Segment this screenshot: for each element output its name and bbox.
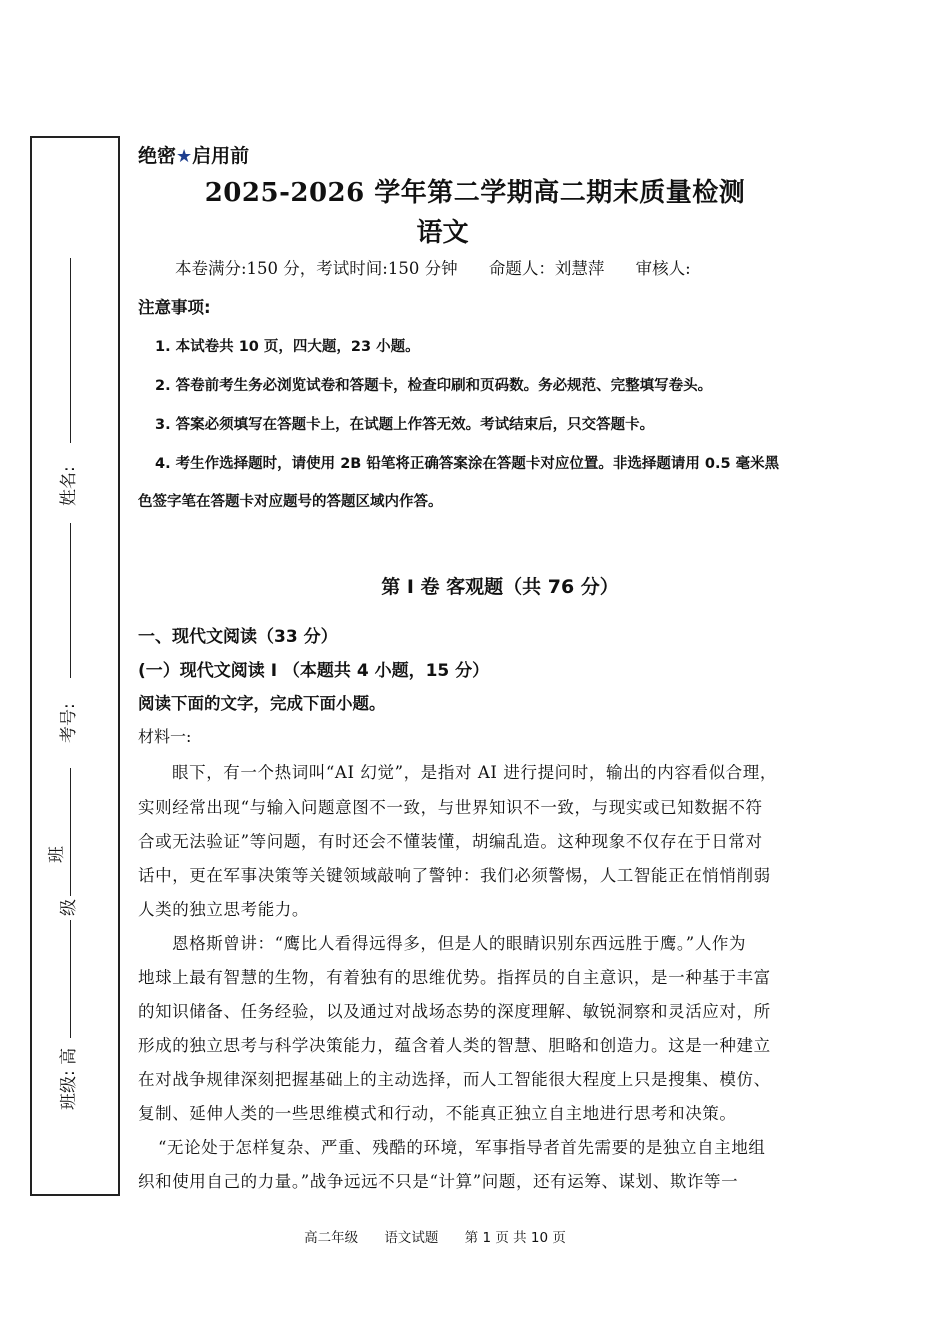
passage-line: 实则经常出现“与输入问题意图不一致，与世界知识不一致，与现实或已知数据不符	[138, 798, 763, 817]
meta-reviewer: 审核人:	[635, 259, 691, 278]
class-label-prefix: 班级: 高	[59, 1047, 79, 1110]
exam-no-blank	[70, 523, 71, 678]
passage-line: 织和使用自己的力量。”战争远远不只是“计算”问题，还有运筹、谋划、欺诈等一	[138, 1172, 739, 1191]
passage-line: 人类的独立思考能力。	[138, 900, 309, 919]
exam-meta	[175, 255, 717, 279]
passage-line: 眼下，有一个热词叫“AI 幻觉”，是指对 AI 进行提问时，输出的内容看似合理，	[172, 763, 777, 782]
passage-line: 地球上最有智慧的生物，有着独有的思维优势。指挥员的自主意识，是一种基于丰富	[138, 968, 771, 987]
meta-author: 命题人：刘慧萍	[488, 259, 605, 278]
star-icon: ★	[176, 146, 193, 167]
part-title: 第 I 卷 客观题（共 76 分）	[381, 576, 619, 598]
secret-prefix: 绝密	[138, 145, 177, 167]
secret-label	[138, 141, 249, 168]
grade-blank	[70, 920, 71, 1038]
instruction: 阅读下面的文字，完成下面小题。	[138, 694, 386, 713]
footer-page-number: 第 1 页 共 10 页	[464, 1230, 566, 1246]
section-heading: 一、现代文阅读（33 分）	[138, 627, 338, 647]
name-label: 姓名:	[59, 466, 79, 506]
note-item: 1. 本试卷共 10 页，四大题，23 小题。	[155, 339, 420, 355]
meta-score: 本卷满分:150 分，考试时间:150 分钟	[175, 259, 458, 278]
passage-line: 形成的独立思考与科学决策能力，蕴含着人类的智慧、胆略和创造力。这是一种建立	[138, 1036, 771, 1055]
class-blank	[70, 768, 71, 896]
exam-title: 2025-2026 学年第二学期高二期末质量检测	[204, 178, 746, 208]
passage-line: “无论处于怎样复杂、严重、残酷的环境，军事指导者首先需要的是独立自主地组	[158, 1138, 766, 1157]
note-item: 2. 答卷前考生务必浏览试卷和答题卡，检查印刷和页码数。务必规范、完整填写卷头。	[155, 378, 713, 394]
passage-line: 话中，更在军事决策等关键领域敲响了警钟：我们必须警惕，人工智能正在悄悄削弱	[138, 866, 771, 885]
note-item: 3. 答案必须填写在答题卡上，在试题上作答无效。考试结束后，只交答题卡。	[155, 417, 655, 433]
class-label-grade: 级	[59, 899, 79, 916]
passage-line: 恩格斯曾讲：“鹰比人看得远得多，但是人的眼睛识别东西远胜于鹰。”人作为	[172, 934, 747, 953]
material-label: 材料一:	[138, 727, 192, 746]
secret-suffix: 启用前	[192, 145, 250, 167]
passage-line: 合或无法验证”等问题，有时还会不懂装懂，胡编乱造。这种现象不仅存在于日常对	[138, 832, 763, 851]
footer-subject: 语文试题	[384, 1230, 439, 1246]
footer-grade: 高二年级	[304, 1230, 359, 1246]
name-blank	[70, 258, 71, 443]
binding-strip	[30, 136, 120, 1196]
note-item: 4. 考生作选择题时，请使用 2B 铅笔将正确答案涂在答题卡对应位置。非选择题请用 0.5 毫米黑	[155, 456, 780, 472]
note-item: 色签字笔在答题卡对应题号的答题区域内作答。	[138, 494, 443, 510]
subsection-heading: (一）现代文阅读 I （本题共 4 小题，15 分）	[138, 661, 490, 681]
page-footer	[0, 1226, 870, 1246]
class-label-class: 班	[47, 846, 67, 863]
exam-no-label: 考号:	[59, 703, 79, 743]
exam-subject: 语文	[416, 218, 469, 248]
passage-line: 在对战争规律深刻把握基础上的主动选择，而人工智能很大程度上只是搜集、模仿、	[138, 1070, 771, 1089]
passage-line: 复制、延伸人类的一些思维模式和行动，不能真正独立自主地进行思考和决策。	[138, 1104, 737, 1123]
notes-title: 注意事项:	[138, 298, 211, 317]
passage-line: 的知识储备、任务经验，以及通过对战场态势的深度理解、敏锐洞察和灵活应对，所	[138, 1002, 771, 1021]
